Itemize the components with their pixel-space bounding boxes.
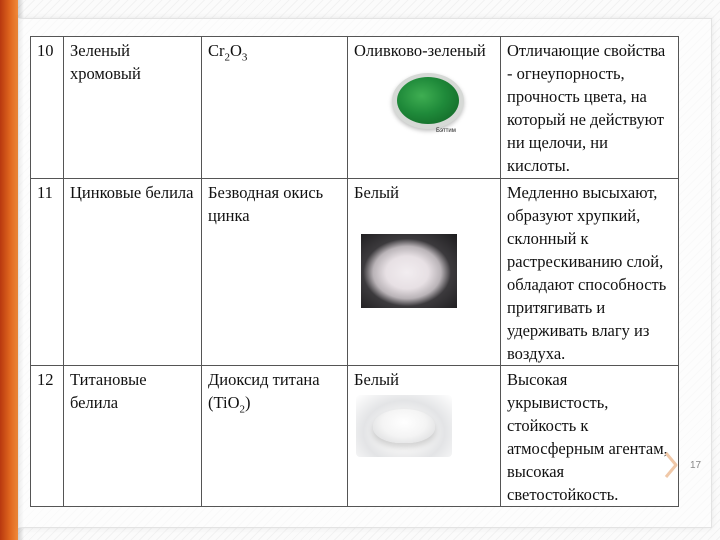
- row-number: 10: [31, 37, 64, 179]
- table-row: [31, 179, 679, 366]
- row-number: 11: [31, 179, 64, 366]
- green-pigment-photo: [390, 70, 466, 136]
- pigment-composition: Безводная окись цинка: [202, 179, 348, 366]
- row-number: 12: [31, 366, 64, 507]
- pigment-color-cell: [348, 179, 501, 366]
- pigment-composition: Диоксид титана (TiO$_2$): [202, 366, 348, 507]
- pigments-table: [30, 36, 679, 507]
- pigment-color: Оливково-зеленый: [354, 41, 486, 60]
- pigment-color-cell: [348, 37, 501, 179]
- pigment-name: Цинковые белила: [64, 179, 202, 366]
- pigment-properties: Высокая укрывистость, стойкость к атмосферным агентам, высокая светостойкость.: [501, 366, 679, 507]
- pigment-name: Титановые белила: [64, 366, 202, 507]
- table-row: [31, 366, 679, 507]
- pigment-color: Белый: [354, 370, 399, 389]
- pigment-properties: Медленно высыхают, образуют хрупкий, склонный к растрескиванию слой, обладают способность притягивать и удерживать влагу из воздуха.: [501, 179, 679, 366]
- zinc-white-photo: [361, 234, 457, 308]
- accent-sidebar: [0, 0, 18, 540]
- table-row: [31, 37, 679, 179]
- titanium-white-photo: [356, 395, 452, 457]
- pigment-name: Зеленый хромовый: [64, 37, 202, 179]
- pigment-color: Белый: [354, 183, 399, 202]
- chevron-right-icon[interactable]: [664, 452, 678, 478]
- photo-caption: Бэттим: [436, 128, 456, 134]
- pigment-properties: Отличающие свойства - огнеупорность, прочность цвета, на который не действуют ни щелочи, ни кислоты.: [501, 37, 679, 179]
- pigment-color-cell: [348, 366, 501, 507]
- pigment-formula: $Cr_2O_3$: [202, 37, 348, 179]
- page-number: 17: [690, 460, 702, 471]
